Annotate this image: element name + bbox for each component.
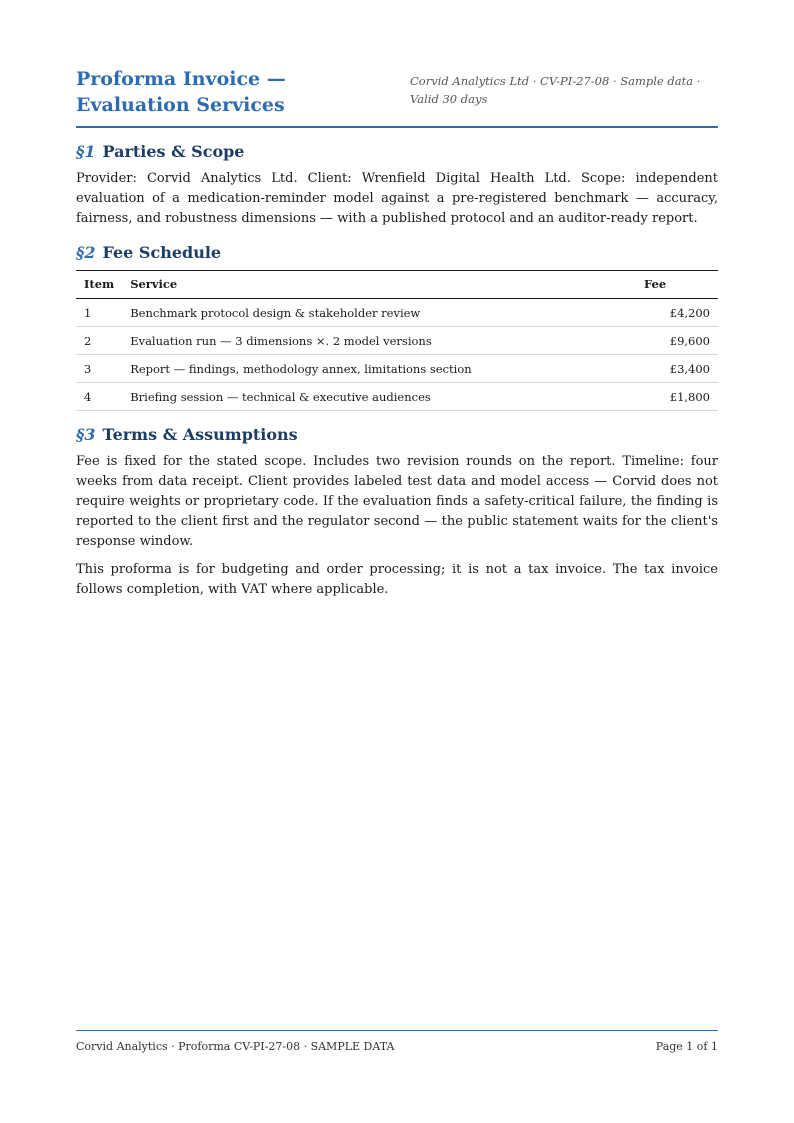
column-header-item: Item — [76, 271, 122, 299]
section-number: §2 — [76, 243, 96, 262]
fee-amount: £1,800 — [636, 383, 718, 411]
item-number: 4 — [76, 383, 122, 411]
document-footer — [76, 1030, 718, 1053]
fee-amount: £9,600 — [636, 327, 718, 355]
section-title: Parties & Scope — [102, 142, 245, 161]
service-description: Benchmark protocol design & stakeholder review — [122, 299, 636, 327]
document-page — [76, 66, 718, 608]
table-row — [76, 383, 718, 411]
column-header-fee: Fee — [636, 271, 718, 299]
section-number: §3 — [76, 425, 96, 444]
fee-amount: £3,400 — [636, 355, 718, 383]
column-header-service: Service — [122, 271, 636, 299]
tax-note-text: This proforma is for budgeting and order processing; it is not a tax invoice. The tax invoice follows completion, with VAT where applicable. — [76, 562, 718, 597]
item-number: 2 — [76, 327, 122, 355]
table-row — [76, 299, 718, 327]
service-description: Evaluation run — 3 dimensions ×. 2 model versions — [122, 327, 636, 355]
item-number: 3 — [76, 355, 122, 383]
service-description: Briefing session — technical & executive audiences — [122, 383, 636, 411]
service-description: Report — findings, methodology annex, limitations section — [122, 355, 636, 383]
section-heading-terms — [76, 425, 718, 444]
document-header — [76, 66, 718, 128]
section-title: Fee Schedule — [102, 243, 222, 262]
item-number: 1 — [76, 299, 122, 327]
section-title: Terms & Assumptions — [102, 425, 298, 444]
section-heading-parties — [76, 142, 718, 161]
document-title: Proforma Invoice — Evaluation Services — [76, 68, 286, 116]
fee-amount: £4,200 — [636, 299, 718, 327]
section-heading-fees — [76, 243, 718, 262]
table-row — [76, 355, 718, 383]
fee-table-header-row — [76, 271, 718, 299]
terms-text: Fee is fixed for the stated scope. Includes two revision rounds on the report. Timeline: four weeks from data receipt. Client provides labeled test data and model access — Corvid does not require weights or proprietary code. If the evaluation finds a safety-critical failure, the finding is reported to the client first and the regulator second — the public statement waits for the client's response window. — [76, 454, 718, 549]
footer-reference: Corvid Analytics · Proforma CV-PI-27-08 · SAMPLE DATA — [76, 1040, 395, 1053]
page-number: Page 1 of 1 — [655, 1040, 718, 1053]
parties-scope-text: Provider: Corvid Analytics Ltd. Client: Wrenfield Digital Health Ltd. Scope: independent evaluation of a medication-reminder model against a pre-registered benchmark — accuracy, fairness, and robustness dimensions — with a published protocol and an auditor-ready report. — [76, 171, 718, 226]
document-meta: Corvid Analytics Ltd · CV-PI-27-08 · Sample data · Valid 30 days — [410, 74, 701, 106]
section-number: §1 — [76, 142, 96, 161]
fee-table — [76, 270, 718, 411]
table-row — [76, 327, 718, 355]
